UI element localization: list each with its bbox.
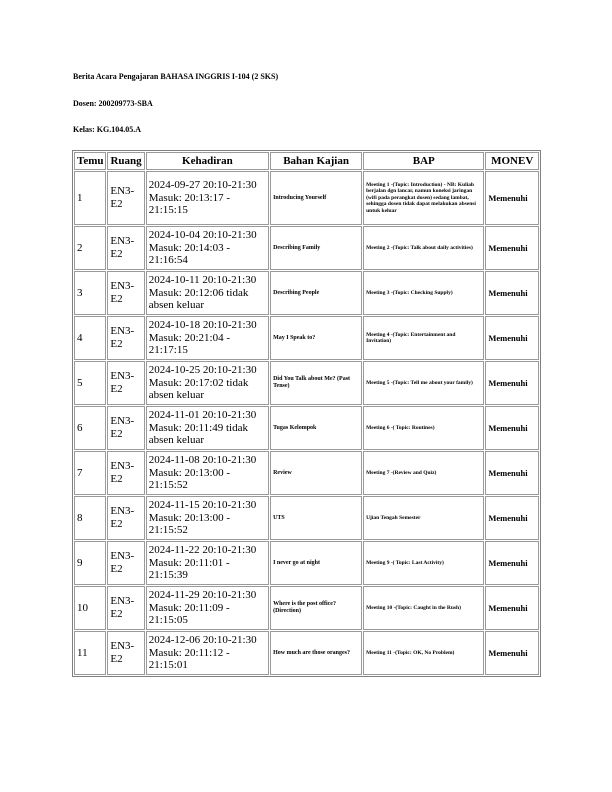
cell-bahan-kajian: Introducing Yourself <box>270 171 362 225</box>
cell-bap: Meeting 1 -(Topic: Introduction) - NB: Kuliah berjalan dgn lancar, namun koneksi jaringan (wifi pada perangkat dosen) sedang lambat, sehingga dosen tidak dapat melakukan absensi untuk keluar <box>363 171 484 225</box>
cell-temu: 9 <box>74 541 106 585</box>
cell-bap: Meeting 3 -(Topic: Checking Supply) <box>363 271 484 315</box>
cell-temu: 10 <box>74 586 106 630</box>
cell-ruang: EN3-E2 <box>107 496 144 540</box>
cell-ruang: EN3-E2 <box>107 586 144 630</box>
bap-table <box>72 150 541 677</box>
cell-kehadiran: 2024-11-29 20:10-21:30 Masuk: 20:11:09 - 21:15:05 <box>146 586 269 630</box>
cell-temu: 11 <box>74 631 106 675</box>
table-row <box>74 451 539 495</box>
cell-ruang: EN3-E2 <box>107 171 144 225</box>
column-header-monev: MONEV <box>485 152 539 170</box>
cell-bahan-kajian: I never go at night <box>270 541 362 585</box>
cell-bahan-kajian: May I Speak to? <box>270 316 362 360</box>
cell-kehadiran: 2024-09-27 20:10-21:30 Masuk: 20:13:17 - 21:15:15 <box>146 171 269 225</box>
cell-ruang: EN3-E2 <box>107 631 144 675</box>
cell-monev: Memenuhi <box>485 226 539 270</box>
cell-kehadiran: 2024-10-04 20:10-21:30 Masuk: 20:14:03 - 21:16:54 <box>146 226 269 270</box>
cell-kehadiran: 2024-10-25 20:10-21:30 Masuk: 20:17:02 tidak absen keluar <box>146 361 269 405</box>
cell-bahan-kajian: UTS <box>270 496 362 540</box>
cell-monev: Memenuhi <box>485 631 539 675</box>
table-row <box>74 361 539 405</box>
cell-bap: Ujian Tengah Semester <box>363 496 484 540</box>
cell-monev: Memenuhi <box>485 451 539 495</box>
cell-temu: 6 <box>74 406 106 450</box>
lecturer-line: Dosen: 200209773-SBA <box>73 99 153 108</box>
cell-bahan-kajian: Describing People <box>270 271 362 315</box>
cell-bahan-kajian: How much are those oranges? <box>270 631 362 675</box>
table-row <box>74 406 539 450</box>
cell-monev: Memenuhi <box>485 496 539 540</box>
column-header-temu: Temu <box>74 152 106 170</box>
table-row <box>74 496 539 540</box>
table-header-row <box>74 152 539 170</box>
cell-monev: Memenuhi <box>485 586 539 630</box>
cell-ruang: EN3-E2 <box>107 226 144 270</box>
table-row <box>74 316 539 360</box>
cell-ruang: EN3-E2 <box>107 271 144 315</box>
cell-monev: Memenuhi <box>485 541 539 585</box>
cell-bap: Meeting 5 -(Topic: Tell me about your family) <box>363 361 484 405</box>
cell-bap: Meeting 6 -( Topic: Routines) <box>363 406 484 450</box>
cell-ruang: EN3-E2 <box>107 541 144 585</box>
cell-temu: 1 <box>74 171 106 225</box>
cell-ruang: EN3-E2 <box>107 316 144 360</box>
table-row <box>74 271 539 315</box>
cell-ruang: EN3-E2 <box>107 406 144 450</box>
cell-bap: Meeting 4 -(Topic: Entertainment and Invitation) <box>363 316 484 360</box>
cell-kehadiran: 2024-10-18 20:10-21:30 Masuk: 20:21:04 - 21:17:15 <box>146 316 269 360</box>
table-row <box>74 171 539 225</box>
cell-bahan-kajian: Did You Talk about Me? (Past Tense) <box>270 361 362 405</box>
cell-bap: Meeting 9 -( Topic: Last Activity) <box>363 541 484 585</box>
cell-bap: Meeting 7 -(Review and Quiz) <box>363 451 484 495</box>
cell-kehadiran: 2024-10-11 20:10-21:30 Masuk: 20:12:06 tidak absen keluar <box>146 271 269 315</box>
cell-bahan-kajian: Describing Family <box>270 226 362 270</box>
column-header-bap: BAP <box>363 152 484 170</box>
cell-temu: 8 <box>74 496 106 540</box>
cell-monev: Memenuhi <box>485 406 539 450</box>
cell-kehadiran: 2024-11-08 20:10-21:30 Masuk: 20:13:00 - 21:15:52 <box>146 451 269 495</box>
cell-temu: 3 <box>74 271 106 315</box>
cell-temu: 5 <box>74 361 106 405</box>
table-row <box>74 226 539 270</box>
table-row <box>74 586 539 630</box>
class-line: Kelas: KG.104.05.A <box>73 125 141 134</box>
table-row <box>74 631 539 675</box>
cell-bahan-kajian: Review <box>270 451 362 495</box>
cell-temu: 2 <box>74 226 106 270</box>
cell-monev: Memenuhi <box>485 171 539 225</box>
document-title: Berita Acara Pengajaran BAHASA INGGRIS I-104 (2 SKS) <box>73 72 279 81</box>
cell-monev: Memenuhi <box>485 361 539 405</box>
cell-monev: Memenuhi <box>485 271 539 315</box>
cell-ruang: EN3-E2 <box>107 451 144 495</box>
cell-ruang: EN3-E2 <box>107 361 144 405</box>
cell-temu: 4 <box>74 316 106 360</box>
table-row <box>74 541 539 585</box>
column-header-ruang: Ruang <box>107 152 144 170</box>
cell-kehadiran: 2024-11-15 20:10-21:30 Masuk: 20:13:00 - 21:15:52 <box>146 496 269 540</box>
cell-bap: Meeting 11 -(Topic: OK, No Problem) <box>363 631 484 675</box>
cell-kehadiran: 2024-11-22 20:10-21:30 Masuk: 20:11:01 - 21:15:39 <box>146 541 269 585</box>
column-header-bahan-kajian: Bahan Kajian <box>270 152 362 170</box>
cell-bahan-kajian: Where is the post office? (Direction) <box>270 586 362 630</box>
cell-kehadiran: 2024-11-01 20:10-21:30 Masuk: 20:11:49 tidak absen keluar <box>146 406 269 450</box>
cell-temu: 7 <box>74 451 106 495</box>
cell-bap: Meeting 10 -(Topic: Caught in the Rush) <box>363 586 484 630</box>
cell-bap: Meeting 2 -(Topic: Talk about daily activities) <box>363 226 484 270</box>
cell-bahan-kajian: Tugas Kelompok <box>270 406 362 450</box>
column-header-kehadiran: Kehadiran <box>146 152 269 170</box>
cell-monev: Memenuhi <box>485 316 539 360</box>
cell-kehadiran: 2024-12-06 20:10-21:30 Masuk: 20:11:12 - 21:15:01 <box>146 631 269 675</box>
